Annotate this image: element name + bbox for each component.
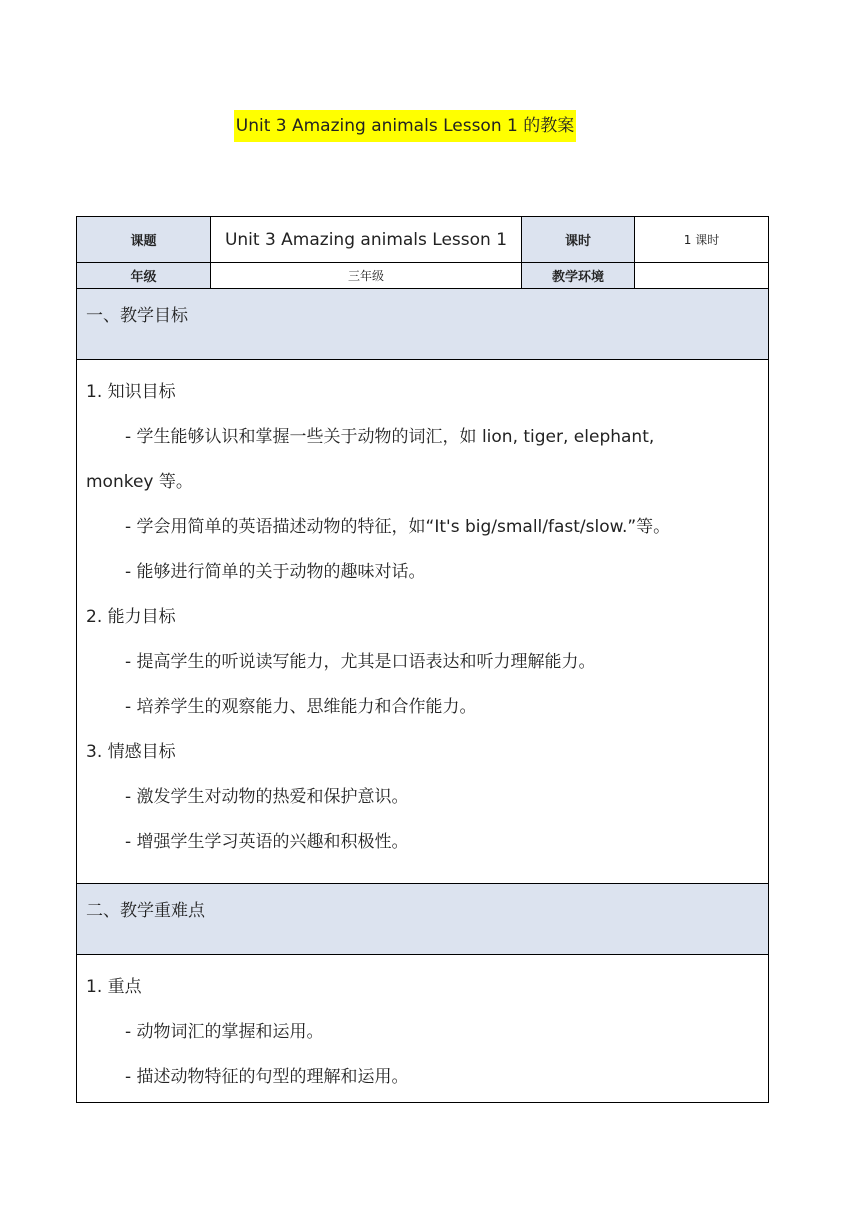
key-points-content xyxy=(77,955,769,1103)
period-value: 1 课时 xyxy=(635,217,769,263)
objective-item-continuation: monkey 等。 xyxy=(86,472,193,492)
topic-label: 课题 xyxy=(77,217,211,263)
key-point-heading: 1. 重点 xyxy=(86,977,142,997)
objective-heading: 3. 情感目标 xyxy=(86,742,176,762)
grade-value: 三年级 xyxy=(211,263,522,289)
objective-item: - 能够进行简单的关于动物的趣味对话。 xyxy=(125,562,426,582)
info-row-topic xyxy=(77,217,769,263)
objective-item: - 学生能够认识和掌握一些关于动物的词汇，如 lion, tiger, elephant, xyxy=(125,427,655,447)
info-row-grade xyxy=(77,263,769,289)
objective-item: - 提高学生的听说读写能力，尤其是口语表达和听力理解能力。 xyxy=(125,652,596,672)
grade-label: 年级 xyxy=(77,263,211,289)
objective-item: - 培养学生的观察能力、思维能力和合作能力。 xyxy=(125,697,477,717)
lesson-plan-table xyxy=(76,216,769,1103)
objectives-content xyxy=(77,360,769,884)
environment-value xyxy=(635,263,769,289)
objective-item: - 增强学生学习英语的兴趣和积极性。 xyxy=(125,832,409,852)
section-heading-row xyxy=(77,884,769,955)
section-heading-text: 一、教学目标 xyxy=(86,306,188,326)
section-content-row xyxy=(77,955,769,1103)
section-heading-text: 二、教学重难点 xyxy=(86,901,205,921)
section-content-row xyxy=(77,360,769,884)
section-heading-row xyxy=(77,289,769,360)
section-heading-objectives xyxy=(77,289,769,360)
environment-label: 教学环境 xyxy=(522,263,635,289)
objective-item: - 学会用简单的英语描述动物的特征，如“It's big/small/fast/slow.”等。 xyxy=(125,517,671,537)
topic-value: Unit 3 Amazing animals Lesson 1 xyxy=(211,217,522,263)
objective-heading: 2. 能力目标 xyxy=(86,607,176,627)
objective-item: - 激发学生对动物的热爱和保护意识。 xyxy=(125,787,409,807)
key-point-item: - 动物词汇的掌握和运用。 xyxy=(125,1022,324,1042)
period-label: 课时 xyxy=(522,217,635,263)
document-title: Unit 3 Amazing animals Lesson 1 的教案 xyxy=(234,110,576,142)
section-heading-key-points xyxy=(77,884,769,955)
objective-heading: 1. 知识目标 xyxy=(86,382,176,402)
key-point-item: - 描述动物特征的句型的理解和运用。 xyxy=(125,1067,409,1087)
title-wrapper xyxy=(0,110,860,142)
